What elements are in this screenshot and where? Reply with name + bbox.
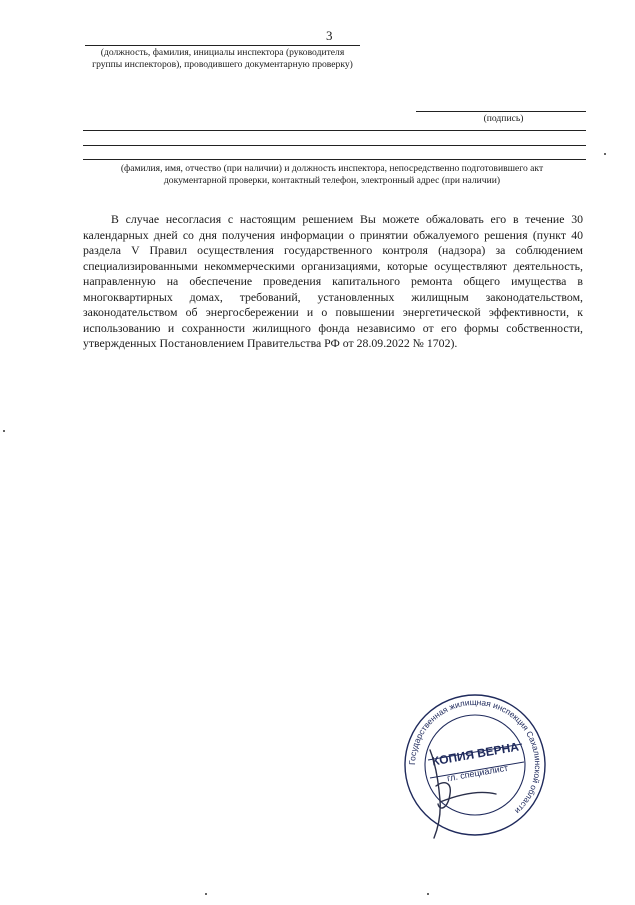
inspector-position-line [85,45,360,46]
scan-speck [427,893,429,895]
preparer-line-1 [83,130,586,131]
preparer-line-3 [83,159,586,160]
signature-caption: (подпись) [483,113,524,124]
preparer-caption: (фамилия, имя, отчество (при наличии) и должность инспектора, непосредственно подготовившего акт документарной проверки, контактный телефон, электронный адрес (при наличии) [120,163,544,186]
signature-line [416,111,586,112]
stamp-center-line-2: гл. специалист [446,762,509,784]
page-number: 3 [326,28,333,43]
preparer-line-2 [83,145,586,146]
inspector-position-caption: (должность, фамилия, инициалы инспектора (руководителя группы инспекторов), проводившего документарную проверку) [92,47,353,70]
scan-speck [3,430,5,432]
appeal-notice-paragraph: В случае несогласия с настоящим решением Вы можете обжаловать его в течение 30 календарных дней со дня получения информации о принятии обжалуемого решения (пункт 40 раздела V Правил осуществления государственного контроля (надзора) за соблюдением специализированными некоммерческими организациями, которые осуществляют деятельность, направленную на обеспечение проведения капитального ремонта общего имущества в многоквартирных домах, требований, установленных жилищным законодательством, законодательством об энергосбережении и о повышении энергетической эффективности, к использованию и сохранности жилищного фонда независимо от его формы собственности, утвержденных Постановлением Правительства РФ от 28.09.2022 № 1702). [83,212,583,350]
stamp-center-line-1: КОПИЯ ВЕРНА [430,739,520,769]
scan-speck [604,153,606,155]
stamp-ring-text: Государственная жилищная инспекция Сахалинской области [406,696,544,817]
scan-speck [205,893,207,895]
copy-certified-stamp [400,690,550,840]
